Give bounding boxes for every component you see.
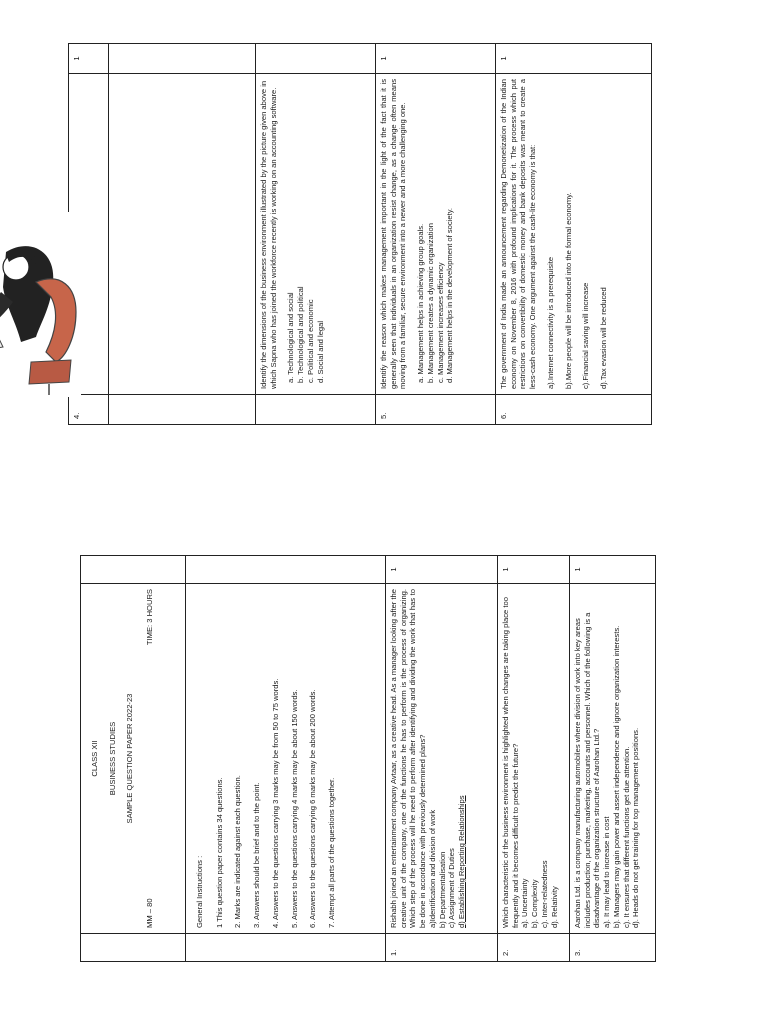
- instruction-item: 1 This question paper contains 34 questions.: [214, 777, 224, 928]
- instruction-item: 7. Attempt all parts of the questions together.: [327, 777, 337, 928]
- q6-option: a).Internet connectivity is a prerequisite: [545, 256, 555, 389]
- q2-mark: 1: [498, 556, 570, 584]
- q6-option: d).Tax evasion will be reduced: [599, 287, 609, 389]
- class-label: CLASS XII: [90, 740, 99, 777]
- q1-text: Rishabh joined an entertainment company Avtaar, as a creative head. As a manager looking after the creative unit of the company, one of the functions he has to perform is the process of organizing. Which step of the process will he need to perform after identifying and dividing the work that has to be done in accordance with previously determined plans?: [389, 589, 428, 928]
- q5-option: b. Management creates a dynamic organization: [425, 223, 435, 383]
- q6-number: 6.: [496, 395, 652, 425]
- q6-option: c).Financial saving will increase: [581, 282, 591, 389]
- q3-content: [570, 584, 656, 934]
- q2-content: [498, 584, 570, 934]
- q1-option: b) Departmentalisation: [437, 851, 447, 928]
- q5-option: a. Management helps in achieving group goals.: [416, 223, 426, 383]
- q3-number: 3.: [570, 934, 656, 962]
- q3-mark: 1: [570, 556, 656, 584]
- q5-number: 5.: [376, 395, 496, 425]
- woman-at-computer-illustration: [0, 212, 81, 397]
- paper-title: SAMPLE QUESTION PAPER 2022-23: [125, 693, 135, 824]
- q1-option: c) Assignment of Duties: [447, 848, 457, 928]
- q4-option: a. Technological and social: [286, 292, 296, 383]
- q2-number: 2.: [498, 934, 570, 962]
- q5-mark: 1: [376, 44, 496, 74]
- left-page: [80, 556, 656, 962]
- q2-option: a). Uncertainty: [520, 878, 530, 928]
- paper-header: [81, 584, 186, 934]
- instruction-item: 6. Answers to the questions carrying 6 marks may be about 200 words.: [308, 689, 318, 928]
- header-mark: 1: [72, 56, 81, 61]
- instruction-item: 5. Answers to the questions carrying 4 marks may be about 150 words.: [289, 689, 299, 928]
- q5-text: Identify the reason which makes management important in the light of the fact that it is generally seen that individuals in an organization resist change, as a change often means moving from a familiar, secure environment into a newer and a more challenging one.: [379, 79, 408, 389]
- q3-option: a). It may lead to increase in cost: [602, 816, 612, 928]
- instructions-title: General Instructions :: [195, 855, 204, 928]
- general-instructions: [186, 584, 386, 934]
- q6-content: [496, 74, 652, 395]
- instructions-num-cell: [186, 934, 386, 962]
- header-num-cell: [81, 934, 186, 962]
- q6-text: The government of India made an announcement regarding Demonetization of the Indian economy on November 8, 2016 with profound implications for it. The process which put restrictions on convertibility of domestic money and bank deposits was meant to create a less-cash economy. One argument against the cash-lite economy is that:: [499, 79, 538, 389]
- header-mark-cell: [81, 556, 186, 584]
- q3-option: b). Managers may gain power and assert independence and ignore organization interests.: [611, 625, 621, 928]
- q4-body: [109, 74, 256, 395]
- q1-option: d) Establishing Reporting Relationships: [457, 795, 467, 928]
- q5-option: d. Management helps in the development of society.: [445, 207, 455, 383]
- q1-mark: 1: [386, 556, 498, 584]
- instruction-item: 3. Answers should be brief and to the point.: [252, 782, 262, 928]
- q2-text: Which characteristic of the business environment is highlighted when changes are taking place too frequently and it becomes difficult to predict the future?: [501, 597, 520, 928]
- q3-option: d). Heads do not get training for top management positions.: [631, 727, 641, 928]
- instruction-item: 4. Answers to the questions carrying 3 marks may be from 50 to 75 words.: [270, 678, 280, 928]
- q4-mark-cell: [69, 44, 109, 74]
- q4-num-cell: [256, 395, 376, 425]
- q3-text: Aarohan Ltd. is a company manufacturing automobiles where division of work into key areas includes production, purchase, marketing, accounts and personnel. Which of the following is a disadvantage of the organization structure of Aarohan Ltd.?: [573, 612, 602, 928]
- right-page: [68, 44, 652, 425]
- q4-option: c. Political and economic: [305, 299, 315, 383]
- q4-number: 4.: [72, 412, 81, 419]
- q6-option: b).More people will be introduced into the formal economy.: [563, 192, 573, 389]
- q4-content: [256, 74, 376, 395]
- q3-option: c). It ensures that different functions get due attention.: [621, 746, 631, 928]
- q4-option: b. Technological and political: [296, 286, 306, 383]
- q4-number-cell: [69, 395, 109, 425]
- q2-option: b). Complexity: [530, 879, 540, 928]
- q1-option: a)Identification and division of work: [427, 809, 437, 928]
- q1-number: 1.: [386, 934, 498, 962]
- time-allowed: TIME: 3 HOURS: [145, 589, 155, 646]
- instructions-mark-cell: [186, 556, 386, 584]
- instruction-item: 2. Marks are indicated against each question.: [233, 775, 243, 928]
- q4-text: Identify the dimensions of the business environment illustrated by the picture given above in which Sapna who has joined the workforce recently is working on an accounting software.: [259, 80, 278, 389]
- q4-option: d. Social and legal: [315, 320, 325, 383]
- q2-option: d). Relativity: [549, 886, 559, 928]
- q5-content: [376, 74, 496, 395]
- q4-spacer-num: [109, 395, 256, 425]
- max-marks: MM – 80: [145, 898, 155, 928]
- q2-option: c). Inter-relatedness: [539, 860, 549, 928]
- subject-label: BUSINESS STUDIES: [107, 721, 117, 796]
- q1-content: [386, 584, 498, 934]
- q4-mark: [256, 44, 376, 74]
- q6-mark: 1: [496, 44, 652, 74]
- q5-option: c. Management increases efficiency: [435, 262, 445, 383]
- q4-spacer-mark: [109, 44, 256, 74]
